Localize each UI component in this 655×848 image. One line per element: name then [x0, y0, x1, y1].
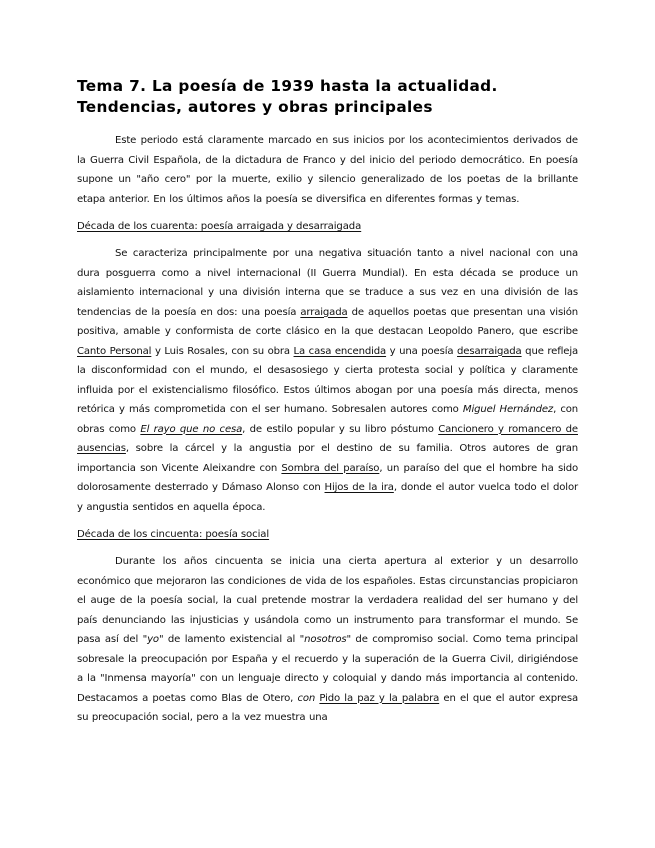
text-run: Durante los años cincuenta se inicia una cierta apertura al exterior y un desarrollo económico que mejoraron las condiciones de vida de los españoles. Estas circunstancias propiciaron el auge de la poesía social, la cual pretende mostrar la verdadera realidad del ser humano y del país denunciando las injusticias y usándola como un instrumento para transformar el mundo. Se pasa así del — [77, 556, 578, 645]
document-title: Tema 7. La poesía de 1939 hasta la actualidad. Tendencias, autores y obras principales — [77, 77, 498, 116]
paragraph-cincuenta — [77, 552, 578, 728]
work-la-casa-encendida: La casa encendida — [293, 345, 387, 357]
term-nosotros: "nosotros" — [299, 634, 351, 645]
author-miguel-hernandez: Miguel Hernández — [462, 404, 554, 415]
term-yo: "yo" — [142, 634, 164, 645]
intro-paragraph — [77, 131, 578, 209]
term-arraigada: arraigada — [300, 306, 348, 318]
text-run: , donde el autor vuelca todo el dolor y angustia sentidos en aquella época. — [77, 482, 578, 513]
paragraph-cuarenta — [77, 244, 578, 517]
text-run: , sobre la cárcel y la angustia por el destino de su familia. Otros autores de gran importancia son Vicente Aleixandre con — [77, 443, 578, 474]
intro-text: Este periodo está claramente marcado en sus inicios por los acontecimientos derivados de la Guerra Civil Española, de la dictadura de Franco y del inicio del periodo democrático. En poesía supone un "año cero" por la muerte, exilio y silencio generalizado de los poetas de la brillante etapa anterior. En los últimos años la poesía se diversifica en diferentes formas y temas. — [77, 135, 578, 205]
term-desarraigada: desarraigada — [457, 345, 522, 357]
text-run: y Luis Rosales, con su obra — [151, 345, 294, 357]
section-heading-cuarenta: Década de los cuarenta: poesía arraigada y desarraigada — [77, 221, 362, 232]
text-run: de lamento existencial al — [163, 634, 300, 645]
work-hijos-de-la-ira: Hijos de la ira — [324, 482, 394, 493]
work-sombra-del-paraiso: Sombra del paraíso — [281, 462, 380, 474]
text-run: de aquellos poetas que presentan una visión positiva, amable y conformista de corte clásico en la que destacan Leopoldo Panero, que escribe — [77, 306, 578, 337]
text-run: que refleja la disconformidad con el mundo, el desasosiego y cierta protesta social y política y claramente influida por el existencialismo filosófico. Estos últimos abogan por una poesía más directa, menos retórica y más comprometida con el ser humano. Sobresalen autores como — [77, 345, 579, 415]
word-con: con — [297, 692, 316, 704]
text-run: , un paraíso del que el hombre ha sido dolorosamente desterrado y Dámaso Alonso con — [77, 462, 578, 493]
work-cancionero: Cancionero y romancero de ausencias — [77, 423, 578, 454]
text-run: y una poesía — [386, 345, 458, 357]
work-pido-la-paz: Pido la paz y la palabra — [319, 692, 440, 704]
text-run: Se caracteriza principalmente por una negativa situación tanto a nivel nacional con una dura posguerra como a nivel internacional (II Guerra Mundial). En esta década se produce un aislamiento internacional y una división interna que se traduce a sus vez en una división de las tendencias de la poesía en dos: una poesía — [77, 248, 578, 318]
work-canto-personal: Canto Personal — [77, 345, 152, 357]
section-heading-cincuenta: Década de los cincuenta: poesía social — [77, 529, 270, 540]
work-el-rayo-que-no-cesa: El rayo que no cesa — [140, 423, 243, 435]
text-run: , de estilo popular y su libro póstumo — [242, 423, 439, 435]
text-run: en el que el autor expresa su preocupación social, pero a la vez muestra una — [77, 692, 578, 723]
text-run: de compromiso social. Como tema principal sobresale la preocupación por España y el recuerdo y la superación de la Guerra Civil, dirigiéndose a la "Inmensa mayoría" con un lenguaje directo y coloquial y dando más importancia al contenido. Destacamos a poetas como Blas de Otero, — [77, 634, 579, 704]
text-run: , con obras como — [77, 404, 578, 435]
